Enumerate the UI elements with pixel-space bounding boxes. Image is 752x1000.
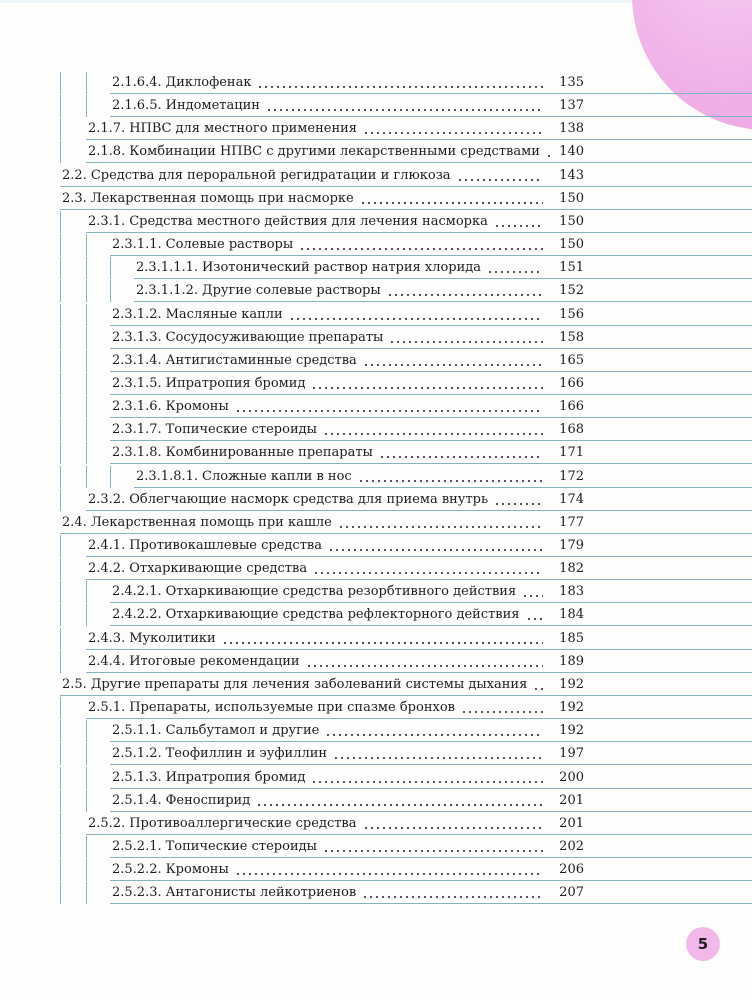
toc-row[interactable]	[0, 859, 752, 881]
dot-leader	[358, 480, 543, 482]
toc-entry	[112, 72, 546, 94]
dot-leader	[325, 734, 543, 736]
dot-leader	[387, 294, 543, 296]
dot-leader	[338, 526, 543, 528]
toc-entry	[112, 604, 546, 626]
toc-entry-page: 166	[559, 375, 584, 391]
toc-entry-number: 2.1.6.5.	[112, 98, 162, 114]
toc-row[interactable]	[0, 535, 752, 557]
indent-rule	[86, 581, 87, 603]
indent-rule	[86, 257, 87, 279]
toc-entry	[112, 327, 546, 349]
toc-row[interactable]	[0, 882, 752, 904]
dot-leader	[522, 595, 543, 597]
indent-rule	[60, 118, 61, 140]
indent-rule	[60, 604, 61, 626]
toc-row[interactable]	[0, 304, 752, 326]
indent-rule	[60, 350, 61, 372]
dot-leader	[494, 225, 543, 227]
toc-entry	[112, 767, 546, 789]
toc-entry-title: Комбинированные препараты	[165, 445, 373, 461]
toc-entry	[112, 373, 546, 395]
indent-rule	[60, 859, 61, 881]
dot-leader	[457, 179, 543, 181]
indent-rule	[60, 141, 61, 163]
toc-entry	[112, 836, 546, 858]
dot-leader	[289, 318, 543, 320]
indent-rule	[60, 373, 61, 395]
indent-rule	[60, 95, 61, 117]
toc-entry-number: 2.4.2.	[88, 561, 126, 577]
indent-rule	[60, 836, 61, 858]
toc-row[interactable]	[0, 442, 752, 464]
toc-entry-number: 2.5.2.1.	[112, 838, 162, 854]
dot-leader	[379, 456, 543, 458]
toc-row[interactable]	[0, 188, 752, 210]
toc-entry-number: 2.3.1.3.	[112, 329, 162, 345]
toc-entry	[88, 628, 546, 650]
indent-rule	[86, 466, 87, 488]
toc-entry-page: 165	[559, 352, 584, 368]
indent-rule	[86, 95, 87, 117]
toc-entry-number: 2.3.1.	[88, 213, 126, 229]
toc-row[interactable]	[0, 419, 752, 441]
toc-entry-page: 151	[559, 260, 584, 276]
indent-rule	[86, 72, 87, 94]
toc-entry-number: 2.3.1.1.2.	[136, 283, 199, 299]
toc-row[interactable]	[0, 836, 752, 858]
dot-leader	[311, 781, 543, 783]
indent-rule	[110, 257, 111, 279]
toc-entry	[62, 674, 546, 696]
indent-rule	[60, 790, 61, 812]
indent-rule	[60, 882, 61, 904]
toc-entry-page: 179	[559, 538, 584, 553]
toc-entry-number: 2.4.2.2.	[112, 607, 162, 623]
toc-entry	[112, 581, 546, 603]
toc-entry-title: Препараты, используемые при спазме бронхов	[129, 700, 455, 716]
toc-entry-title: Лекарственная помощь при кашле	[90, 514, 332, 530]
toc-entry-number: 2.3.1.8.1.	[136, 468, 199, 484]
toc-entry-title: Кромоны	[165, 862, 229, 878]
toc-entry	[88, 813, 546, 835]
toc-row[interactable]	[0, 743, 752, 765]
toc-row[interactable]	[0, 165, 752, 187]
toc-entry-number: 2.4.	[62, 514, 87, 530]
dot-leader	[333, 757, 543, 759]
toc-row[interactable]	[0, 674, 752, 696]
toc-entry-number: 2.3.2.	[88, 491, 126, 507]
toc-entry-number: 2.5.2.2.	[112, 862, 162, 878]
toc-row[interactable]	[0, 118, 752, 140]
dot-leader	[494, 503, 543, 505]
toc-entry-number: 2.4.4.	[88, 653, 126, 669]
toc-entry-number: 2.5.1.	[88, 700, 126, 716]
indent-rule	[60, 211, 61, 233]
toc-entry-title: Сложные капли в нос	[202, 468, 352, 484]
dot-leader	[526, 618, 544, 620]
toc-entry-page: 184	[559, 607, 584, 623]
toc-entry-number: 2.4.3.	[88, 630, 126, 646]
toc-entry-page: 192	[559, 676, 584, 692]
dot-leader	[235, 873, 543, 875]
indent-rule	[60, 280, 61, 302]
indent-rule	[86, 859, 87, 881]
indent-rule	[60, 628, 61, 650]
toc-entry	[88, 651, 546, 673]
toc-entry	[112, 859, 546, 881]
toc-entry-number: 2.1.7.	[88, 121, 126, 137]
toc-entry-title: Феноспирид	[165, 792, 251, 808]
toc-entry	[88, 558, 546, 580]
toc-entry-page: 166	[559, 399, 584, 415]
toc-row[interactable]	[0, 373, 752, 395]
dot-leader	[461, 711, 543, 713]
toc-entry-page: 207	[559, 885, 584, 901]
dot-leader	[323, 433, 543, 435]
toc-entry-page: 158	[559, 329, 584, 345]
toc-entry-title: Ипратропия бромид	[165, 375, 306, 391]
toc-entry-title: Противокашлевые средства	[129, 538, 322, 553]
indent-rule	[60, 234, 61, 256]
indent-rule	[86, 836, 87, 858]
toc-entry-number: 2.5.1.2.	[112, 746, 162, 762]
toc-entry-page: 192	[559, 723, 584, 739]
dot-leader	[311, 387, 543, 389]
indent-rule	[86, 720, 87, 742]
toc-entry-title: Солевые растворы	[165, 237, 294, 253]
toc-entry-number: 2.3.1.6.	[112, 399, 162, 415]
dot-leader	[389, 341, 543, 343]
toc-entry-page: 143	[559, 167, 584, 183]
toc-entry-page: 150	[559, 237, 584, 253]
toc-entry-page: 171	[559, 445, 584, 461]
toc-entry-title: Теофиллин и эуфиллин	[165, 746, 328, 762]
toc-row[interactable]	[0, 790, 752, 812]
indent-rule	[86, 280, 87, 302]
toc-entry-page: 172	[559, 468, 584, 484]
toc-entry-number: 2.2.	[62, 167, 87, 183]
indent-rule	[86, 743, 87, 765]
toc-entry-title: Отхаркивающие средства резорбтивного действия	[165, 584, 517, 600]
toc-entry	[112, 419, 546, 441]
toc-entry	[112, 396, 546, 418]
indent-rule	[60, 327, 61, 349]
toc-row[interactable]	[0, 767, 752, 789]
toc-entry-number: 2.5.2.	[88, 815, 126, 831]
toc-row[interactable]	[0, 466, 752, 488]
indent-rule	[86, 767, 87, 789]
toc-entry-number: 2.3.	[62, 190, 87, 206]
toc-entry-page: 156	[559, 306, 584, 322]
toc-entry-number: 2.3.1.7.	[112, 422, 162, 438]
toc-entry-title: Отхаркивающие средства	[129, 561, 308, 577]
toc-entry-title: Антигистаминные средства	[165, 352, 357, 368]
toc-entry	[88, 211, 546, 233]
toc-entry-page: 185	[559, 630, 584, 646]
toc-entry-page: 150	[559, 213, 584, 229]
toc-entry-number: 2.4.1.	[88, 538, 126, 553]
toc-entry-number: 2.1.8.	[88, 144, 126, 160]
dot-leader	[533, 688, 543, 690]
toc-row[interactable]	[0, 141, 752, 163]
toc-entry-title: Антагонисты лейкотриенов	[165, 885, 357, 901]
toc-row[interactable]	[0, 280, 752, 302]
indent-rule	[60, 558, 61, 580]
toc-entry-number: 2.3.1.4.	[112, 352, 162, 368]
toc-entry-page: 183	[559, 584, 584, 600]
toc-entry	[88, 535, 546, 557]
toc-entry	[62, 512, 546, 534]
toc-entry-title: Масляные капли	[165, 306, 283, 322]
toc-row[interactable]	[0, 257, 752, 279]
toc-entry	[88, 118, 546, 140]
toc-entry	[136, 466, 546, 488]
indent-rule	[86, 350, 87, 372]
toc-entry-number: 2.5.1.4.	[112, 792, 162, 808]
toc-entry-page: 168	[559, 422, 584, 438]
indent-rule	[86, 304, 87, 326]
toc-entry-title: Изотонический раствор натрия хлорида	[202, 260, 482, 276]
dot-leader	[363, 827, 544, 829]
toc-entry-title: Индометацин	[165, 98, 260, 114]
indent-rule	[60, 419, 61, 441]
toc-entry-title: Диклофенак	[165, 75, 252, 90]
toc-entry-page: 202	[559, 838, 584, 854]
toc-entry-number: 2.3.1.2.	[112, 306, 162, 322]
toc-entry-title: Топические стероиды	[165, 838, 317, 854]
dot-leader	[328, 549, 543, 551]
toc-entry	[88, 141, 546, 163]
toc-entry	[112, 350, 546, 372]
toc-entry	[136, 280, 546, 302]
toc-row[interactable]	[0, 72, 752, 94]
toc-entry-title: Другие солевые растворы	[202, 283, 381, 299]
dot-leader	[487, 271, 543, 273]
toc-row[interactable]	[0, 234, 752, 256]
indent-rule	[60, 535, 61, 557]
toc-entry-number: 2.5.1.1.	[112, 723, 162, 739]
dot-leader	[306, 665, 543, 667]
toc-entry-title: Другие препараты для лечения заболеваний системы дыхания	[90, 676, 528, 692]
toc-entry-title: Лекарственная помощь при насморке	[90, 190, 354, 206]
indent-rule	[60, 743, 61, 765]
indent-rule	[110, 466, 111, 488]
indent-rule	[86, 442, 87, 464]
toc-entry-page: 140	[559, 144, 584, 160]
indent-rule	[86, 790, 87, 812]
toc-entry-number: 2.3.1.5.	[112, 375, 162, 391]
toc-entry-page: 201	[559, 815, 584, 831]
dot-leader	[363, 364, 543, 366]
indent-rule	[86, 234, 87, 256]
toc-entry-title: Кромоны	[165, 399, 229, 415]
dot-leader	[360, 202, 543, 204]
toc-entry-page: 189	[559, 653, 584, 669]
indent-rule	[60, 697, 61, 719]
toc-entry	[112, 442, 546, 464]
toc-entry	[136, 257, 546, 279]
toc-entry-title: Итоговые рекомендации	[129, 653, 300, 669]
toc-entry-page: 137	[559, 98, 584, 114]
indent-rule	[60, 720, 61, 742]
toc-entry-page: 200	[559, 769, 584, 785]
toc-entry-number: 2.5.1.3.	[112, 769, 162, 785]
toc-entry-number: 2.3.1.8.	[112, 445, 162, 461]
toc-entry	[62, 165, 546, 187]
indent-rule	[60, 72, 61, 94]
toc-row[interactable]	[0, 350, 752, 372]
indent-rule	[60, 396, 61, 418]
indent-rule	[60, 257, 61, 279]
toc-entry-page: 197	[559, 746, 584, 762]
dot-leader	[323, 850, 543, 852]
indent-rule	[60, 466, 61, 488]
toc-entry-number: 2.3.1.1.	[112, 237, 162, 253]
toc-entry	[62, 188, 546, 210]
indent-rule	[60, 813, 61, 835]
toc-entry-title: Противоаллергические средства	[129, 815, 357, 831]
toc-row[interactable]	[0, 327, 752, 349]
dot-leader	[266, 109, 543, 111]
toc-entry-page: 177	[559, 514, 584, 530]
toc-entry-title: Ипратропия бромид	[165, 769, 306, 785]
toc-row[interactable]	[0, 512, 752, 534]
toc-entry-title: Сальбутамол и другие	[165, 723, 320, 739]
indent-rule	[110, 280, 111, 302]
toc-entry	[112, 790, 546, 812]
indent-rule	[86, 373, 87, 395]
toc-row[interactable]	[0, 651, 752, 673]
toc-row[interactable]	[0, 558, 752, 580]
toc-row[interactable]	[0, 396, 752, 418]
toc-entry-page: 206	[559, 862, 584, 878]
toc-entry-title: Муколитики	[129, 630, 216, 646]
dot-leader	[363, 132, 543, 134]
toc-entry-title: Средства местного действия для лечения насморка	[129, 213, 488, 229]
toc-entry-number: 2.5.2.3.	[112, 885, 162, 901]
toc-entry-title: Топические стероиды	[165, 422, 317, 438]
indent-rule	[60, 651, 61, 673]
toc-entry	[112, 882, 546, 904]
toc-entry-page: 201	[559, 792, 584, 808]
toc-entry	[112, 304, 546, 326]
toc-entry	[112, 720, 546, 742]
indent-rule	[60, 442, 61, 464]
toc-row[interactable]	[0, 211, 752, 233]
dot-leader	[235, 410, 543, 412]
toc-entry	[88, 489, 546, 511]
toc-row[interactable]	[0, 628, 752, 650]
indent-rule	[86, 882, 87, 904]
toc-entry-title: Комбинации НПВС с другими лекарственными средствами	[129, 144, 540, 160]
indent-rule	[86, 419, 87, 441]
indent-rule	[60, 304, 61, 326]
toc-entry-number: 2.5.	[62, 676, 87, 692]
toc-entry-page: 192	[559, 700, 584, 716]
toc-entry-page: 174	[559, 491, 584, 507]
indent-rule	[86, 604, 87, 626]
dot-leader	[299, 248, 543, 250]
toc-entry-number: 2.1.6.4.	[112, 75, 162, 90]
page-number: 5	[697, 935, 709, 953]
toc-entry-number: 2.3.1.1.1.	[136, 260, 199, 276]
indent-rule	[60, 581, 61, 603]
toc-entry	[112, 743, 546, 765]
toc-row[interactable]	[0, 581, 752, 603]
dot-leader	[257, 86, 543, 88]
toc-row[interactable]	[0, 697, 752, 719]
toc-entry-page: 152	[559, 283, 584, 299]
toc-entry-title: Средства для пероральной регидратации и глюкоза	[90, 167, 451, 183]
toc-row[interactable]	[0, 604, 752, 626]
toc-entry-title: Сосудосуживающие препараты	[165, 329, 384, 345]
dot-leader	[362, 896, 543, 898]
toc-entry-page: 135	[559, 75, 584, 90]
dot-leader	[222, 642, 543, 644]
indent-rule	[60, 489, 61, 511]
indent-rule	[60, 767, 61, 789]
toc-row[interactable]	[0, 720, 752, 742]
toc-row[interactable]	[0, 489, 752, 511]
toc-entry-page: 182	[559, 561, 584, 577]
dot-leader	[256, 804, 543, 806]
indent-rule	[86, 327, 87, 349]
dot-leader	[313, 572, 543, 574]
toc-entry	[88, 697, 546, 719]
toc-entry-title: Отхаркивающие средства рефлекторного действия	[165, 607, 520, 623]
indent-rule	[86, 396, 87, 418]
page-number-badge	[686, 927, 720, 961]
toc-entry-page: 138	[559, 121, 584, 137]
toc-entry-number: 2.4.2.1.	[112, 584, 162, 600]
toc-entry-page: 150	[559, 190, 584, 206]
toc-entry-title: НПВС для местного применения	[129, 121, 358, 137]
toc-entry-title: Облегчающие насморк средства для приема внутрь	[129, 491, 489, 507]
toc-entry	[112, 95, 546, 117]
toc-entry	[112, 234, 546, 256]
toc-row[interactable]	[0, 95, 752, 117]
toc-row[interactable]	[0, 813, 752, 835]
